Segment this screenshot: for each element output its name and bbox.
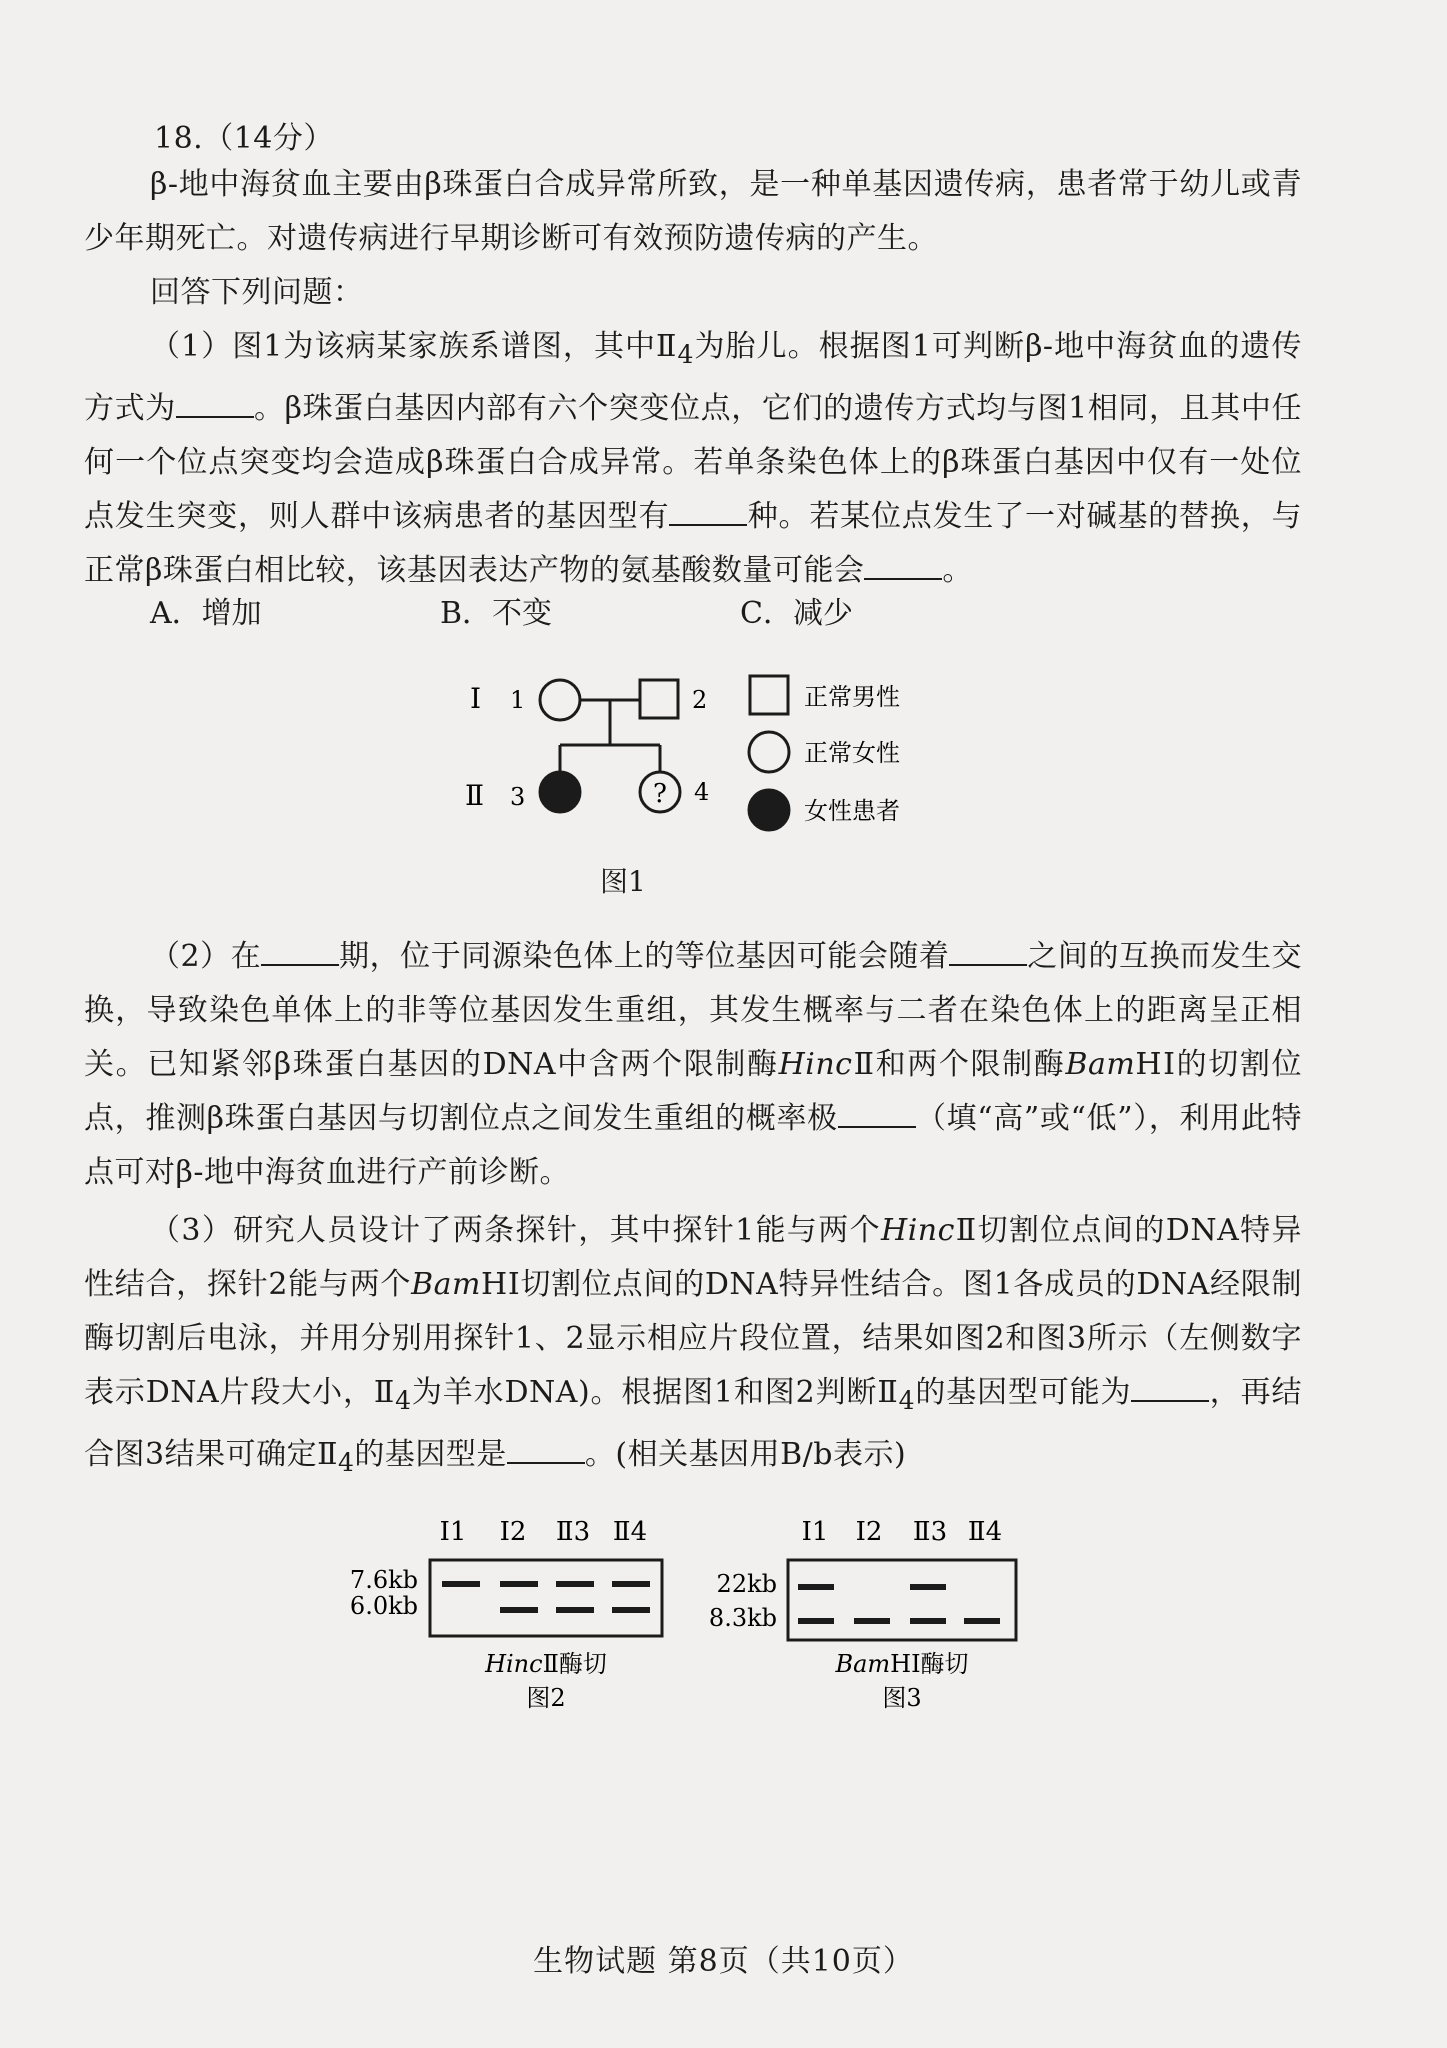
band-ii3-upper bbox=[910, 1584, 946, 1590]
member4-number: 4 bbox=[694, 778, 710, 806]
figure3-caption: 图3 bbox=[882, 1684, 922, 1710]
legend-affected-icon bbox=[749, 790, 789, 830]
band-i2-lower bbox=[500, 1607, 538, 1613]
band-ii4-lower bbox=[612, 1607, 650, 1613]
part3-text: （3）研究人员设计了两条探针，其中探针1能与两个HincⅡ切割位点间的DNA特异性结合，探针2能与两个BamHⅠ切割位点间的DNA特异性结合。图1各成员的DNA经限制酶切割后电泳，并用分别用探针1、2显示相应片段位置，结果如图2和图3所示（左侧数字表示DNA片段大小，$Ⅱ_4$为羊水DNA)。根据图1和图2判断$Ⅱ_4$的基因型可能为 ，再结合图3结果可确定$Ⅱ_4$的基因型是 。(相关基因用B/b表示) bbox=[84, 1213, 1303, 1477]
band-ii3-upper bbox=[556, 1581, 594, 1587]
page-footer: 生物试题 第8页（共10页） bbox=[533, 1944, 914, 1979]
lane-label-4: Ⅱ4 bbox=[967, 1517, 1003, 1547]
lane-label-2: Ⅰ2 bbox=[855, 1517, 883, 1547]
enzyme-label: HincⅡ酶切 bbox=[485, 1650, 607, 1678]
member1-number: 1 bbox=[510, 686, 526, 714]
lane-label-3: Ⅱ3 bbox=[912, 1517, 948, 1547]
pedigree-figure bbox=[440, 660, 940, 890]
lane-label-1: Ⅰ1 bbox=[801, 1517, 829, 1547]
legend-affected-female: 女性患者 bbox=[804, 797, 900, 825]
band-ii4-lower bbox=[964, 1618, 1000, 1624]
gel-frame bbox=[430, 1560, 662, 1636]
band-i1-upper bbox=[798, 1584, 834, 1590]
member3-number: 3 bbox=[510, 783, 526, 811]
legend-male-icon bbox=[750, 676, 788, 714]
part1-text: （1）图1为该病某家族系谱图，其中$Ⅱ_4$为胎儿。根据图1可判断β-地中海贫血的遗传方式为 。β珠蛋白基因内部有六个突变位点，它们的遗传方式均与图1相同，且其中任何一个位点突变均会造成β珠蛋白合成异常。若单条染色体上的β珠蛋白基因中仅有一处位点发生突变，则人群中该病患者的基因型有 种。若某位点发生了一对碱基的替换，与正常β珠蛋白相比较，该基因表达产物的氨基酸数量可能会 。 bbox=[84, 329, 1303, 588]
band-ii4-upper bbox=[612, 1581, 650, 1587]
option-a[interactable]: A．增加 bbox=[150, 596, 262, 631]
question-intro: β-地中海贫血主要由β珠蛋白合成异常所致，是一种单基因遗传病，患者常于幼儿或青少年期死亡。对遗传病进行早期诊断可有效预防遗传病的产生。 bbox=[84, 167, 1302, 256]
band-i2-upper bbox=[500, 1581, 538, 1587]
band-ii3-lower bbox=[910, 1618, 946, 1624]
option-c[interactable]: C．减少 bbox=[740, 596, 853, 631]
legend-normal-male: 正常男性 bbox=[804, 683, 900, 711]
question-header: 18.（14分） bbox=[154, 121, 334, 156]
lane-label-3: Ⅱ3 bbox=[555, 1517, 591, 1547]
size-label-2: 6.0kb bbox=[350, 1592, 418, 1620]
answer-blank[interactable] bbox=[864, 546, 942, 580]
lane-label-2: Ⅰ2 bbox=[499, 1517, 527, 1547]
answer-blank[interactable] bbox=[838, 1094, 916, 1128]
gel-figure-3 bbox=[700, 1500, 1030, 1710]
band-i1-upper bbox=[442, 1581, 480, 1587]
option-b[interactable]: B．不变 bbox=[440, 596, 553, 631]
lane-label-1: Ⅰ1 bbox=[439, 1517, 467, 1547]
size-label-2: 8.3kb bbox=[708, 1604, 777, 1632]
unknown-mark: ? bbox=[653, 779, 667, 809]
figure2-caption: 图2 bbox=[526, 1684, 566, 1710]
gel-frame bbox=[788, 1560, 1016, 1640]
band-i1-lower bbox=[798, 1618, 834, 1624]
answer-blank[interactable] bbox=[669, 492, 747, 526]
legend-normal-female: 正常女性 bbox=[804, 739, 900, 767]
question-prompt: 回答下列问题： bbox=[150, 275, 364, 310]
answer-blank[interactable] bbox=[507, 1430, 585, 1464]
member2-number: 2 bbox=[692, 686, 708, 714]
enzyme-label: BamHⅠ酶切 bbox=[835, 1650, 969, 1678]
gen2-label: Ⅱ bbox=[465, 779, 485, 812]
size-label-1: 7.6kb bbox=[350, 1566, 418, 1594]
part2-text: （2）在 期，位于同源染色体上的等位基因可能会随着 之间的互换而发生交换，导致染色单体上的非等位基因发生重组，其发生概率与二者在染色体上的距离呈正相关。已知紧邻β珠蛋白基因的DNA中含两个限制酶HincⅡ和两个限制酶BamHⅠ的切割位点，推测β珠蛋白基因与切割位点之间发生重组的概率极 （填“高”或“低”），利用此特点可对β-地中海贫血进行产前诊断。 bbox=[84, 930, 1302, 1200]
lane-label-4: Ⅱ4 bbox=[612, 1517, 648, 1547]
answer-blank[interactable] bbox=[261, 932, 339, 966]
answer-blank[interactable] bbox=[176, 384, 254, 418]
band-i2-lower bbox=[854, 1618, 890, 1624]
size-label-1: 22kb bbox=[716, 1570, 777, 1598]
answer-blank[interactable] bbox=[949, 932, 1027, 966]
gel-figure-2 bbox=[350, 1500, 680, 1710]
member1-normal-female bbox=[540, 680, 580, 720]
member2-normal-male bbox=[640, 680, 678, 718]
legend-female-icon bbox=[749, 732, 789, 772]
figure1-caption: 图1 bbox=[600, 865, 646, 898]
member3-affected-female bbox=[540, 772, 580, 812]
gen1-label: Ⅰ bbox=[470, 682, 482, 715]
band-ii3-lower bbox=[556, 1607, 594, 1613]
answer-blank[interactable] bbox=[1131, 1368, 1209, 1402]
